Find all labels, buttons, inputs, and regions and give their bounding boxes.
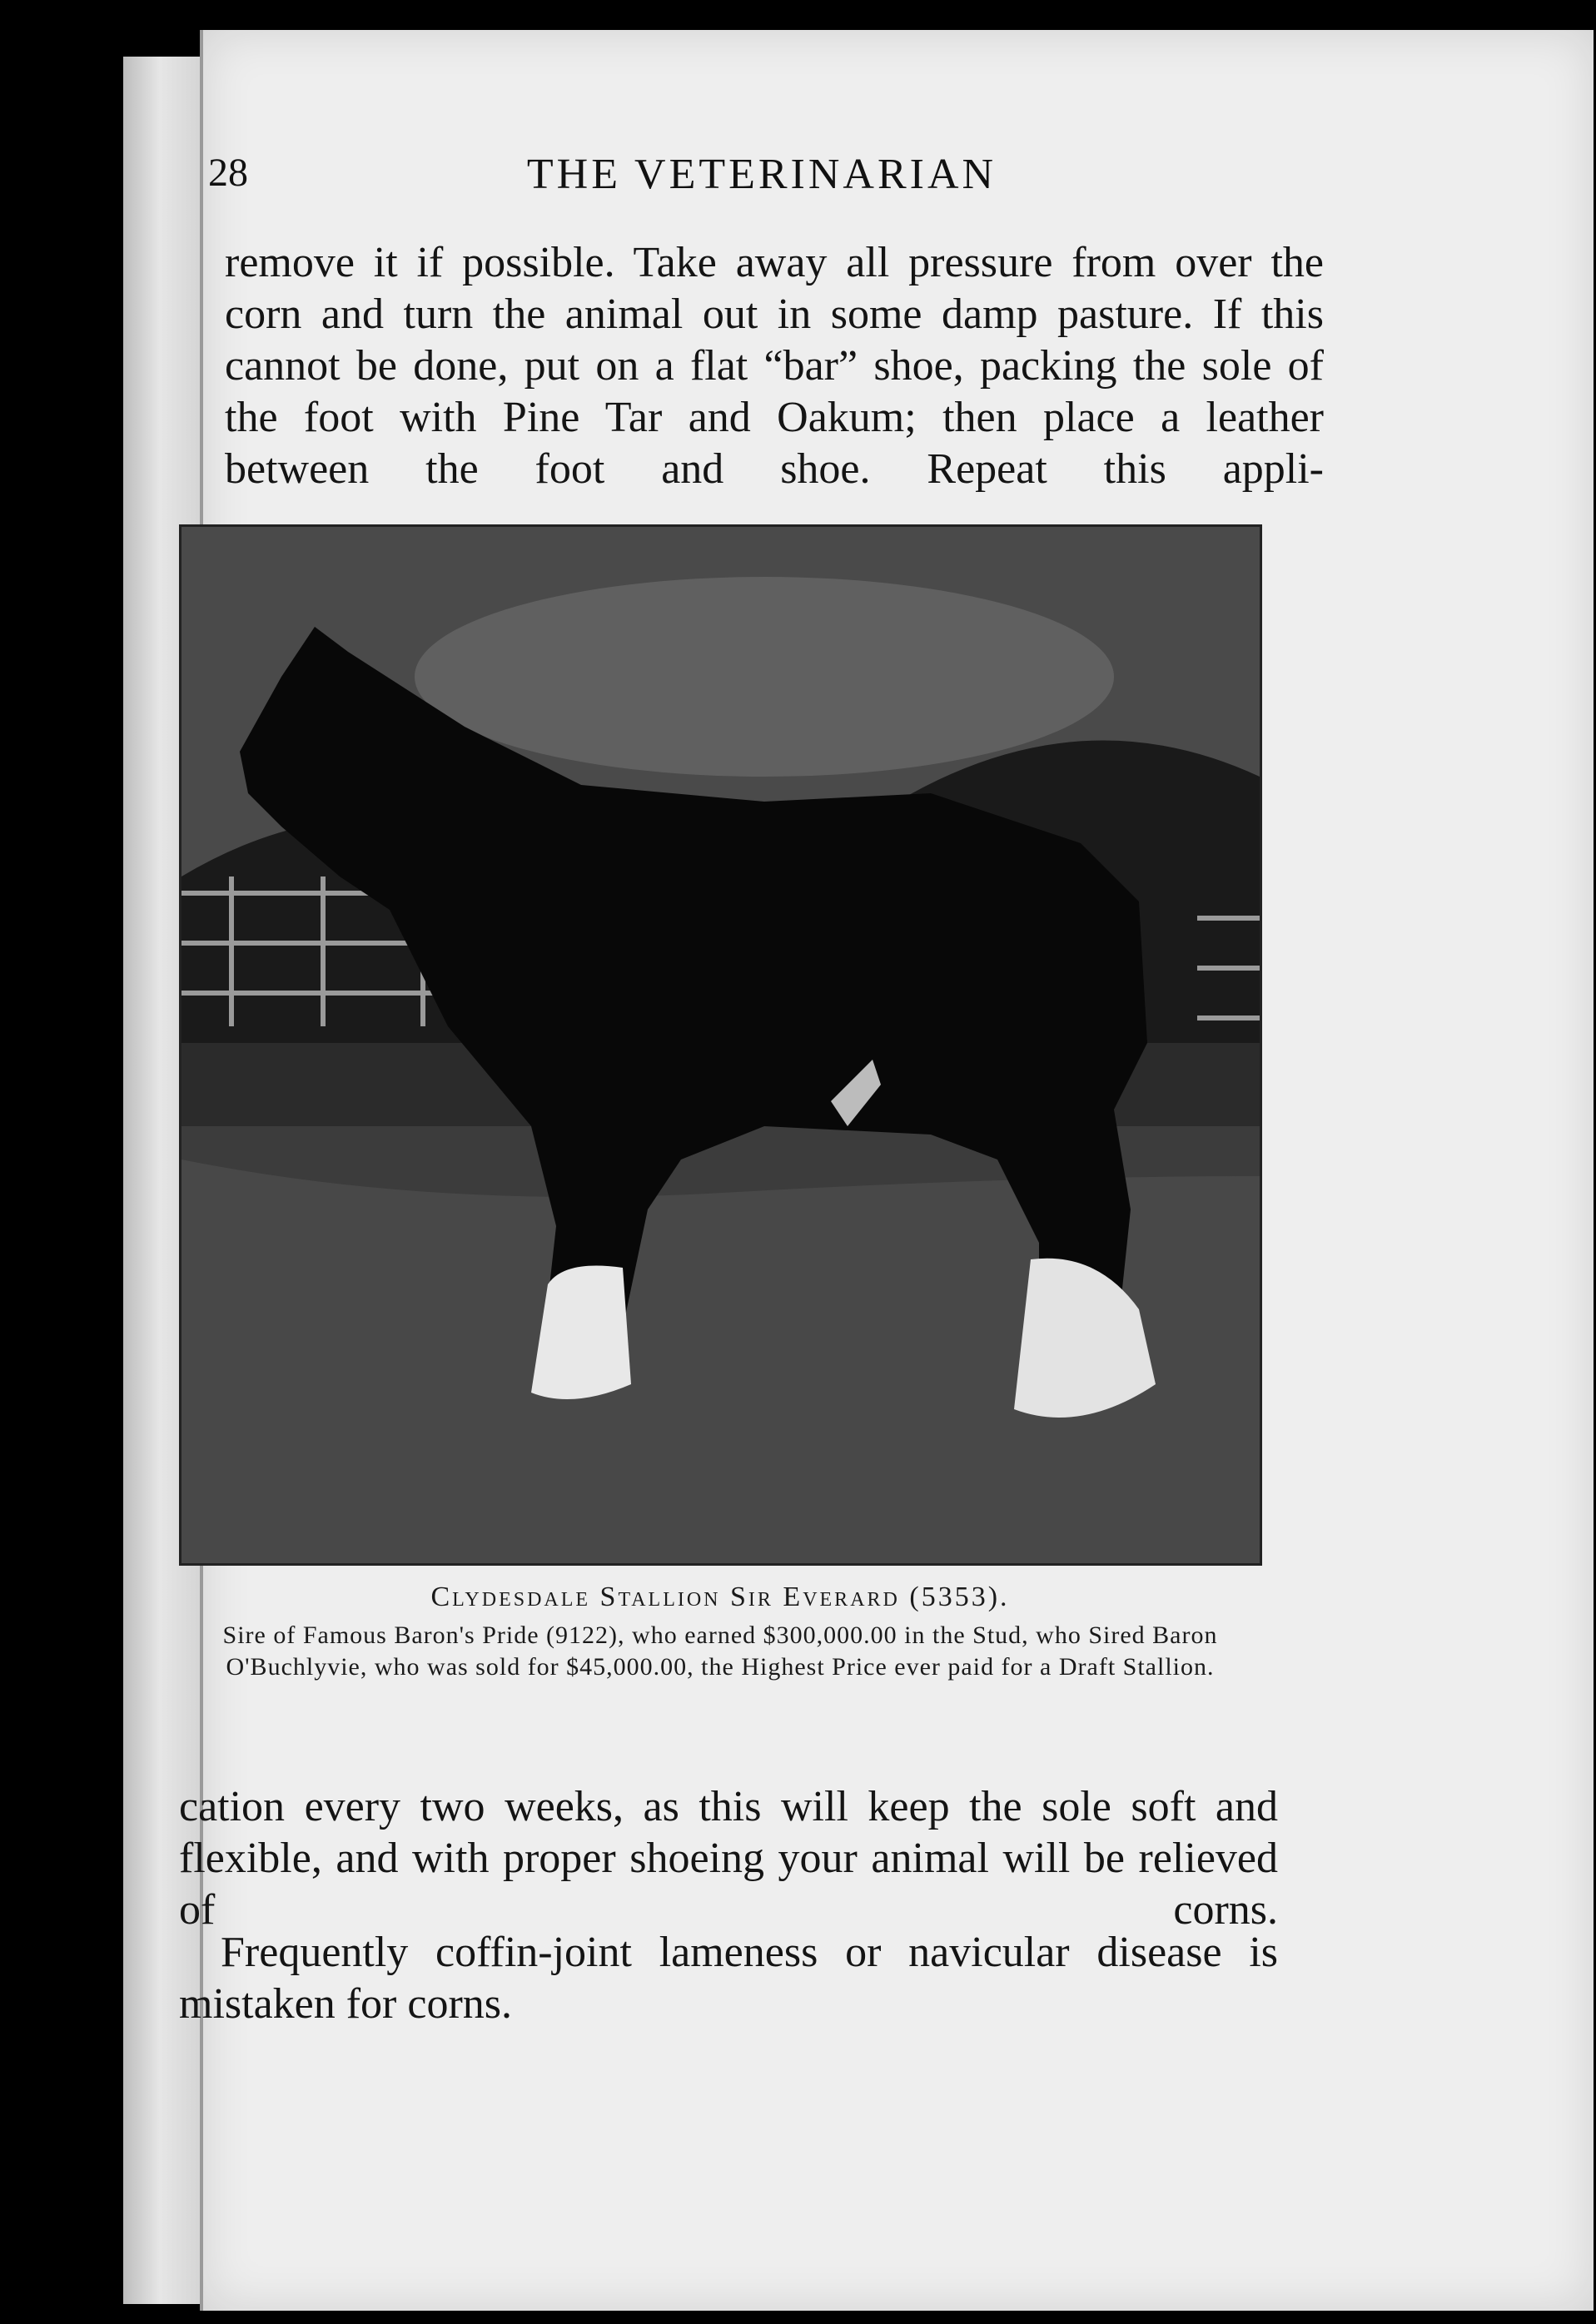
paragraph-bottom: cation every two weeks, as this will keep the sole soft and flexible, and with proper shoeing your animal will be relieved of corns. — [179, 1783, 1278, 1934]
paragraph-top: remove it if possible. Take away all pressure from over the corn and turn the animal out in some damp pasture. If this cannot be done, put on a flat “bar” shoe, packing the sole of the foot with Pine Tar and Oakum; then place a leather between the foot and shoe. Repeat this appli- — [225, 239, 1324, 493]
figure-caption — [167, 1582, 1274, 1683]
caption-title: Clydesdale Stallion Sir Everard (5353). — [430, 1582, 1010, 1612]
page-header — [208, 142, 1315, 216]
running-title: THE VETERINARIAN — [526, 151, 997, 198]
paragraph-last — [179, 1927, 1278, 2030]
caption-body: Sire of Famous Baron's Pride (9122), who earned $300,000.00 in the Stud, who Sired Baron O'Buchlyvie, who was sold for $45,000.00, the Highest Price ever paid for a Draft Stallion. — [222, 1621, 1218, 1681]
stallion-photo-illustration — [181, 527, 1260, 1563]
paragraph-last-text: Frequently coffin-joint lameness or navicular disease is mistaken for corns. — [179, 1929, 1278, 2028]
stallion-photograph — [179, 524, 1262, 1566]
page-number: 28 — [208, 151, 248, 195]
